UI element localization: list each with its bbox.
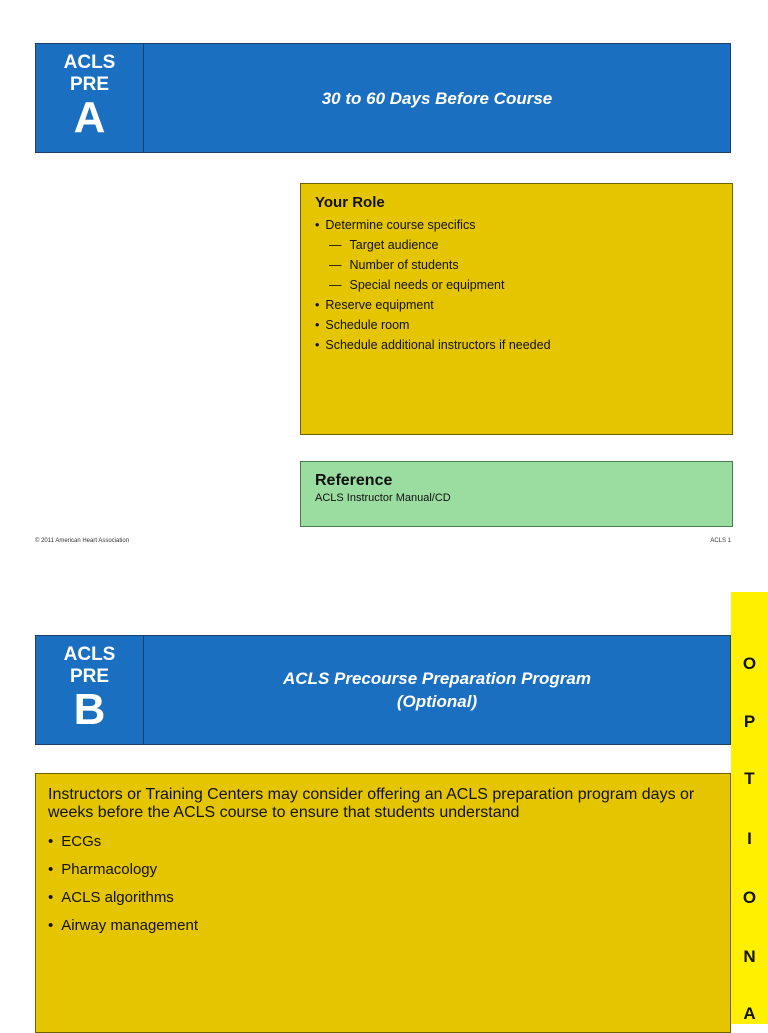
precourse-intro: Instructors or Training Centers may consider offering an ACLS preparation program days or weeks before the ACLS course to ensure that students understand bbox=[48, 786, 695, 821]
optional-letter: I bbox=[747, 829, 752, 848]
role-item: • Reserve equipment bbox=[315, 295, 718, 315]
slide-a-header bbox=[35, 43, 731, 153]
optional-letter: O bbox=[742, 888, 757, 907]
reference-heading: Reference bbox=[315, 472, 393, 489]
optional-strip bbox=[731, 592, 768, 1024]
optional-letter: A bbox=[743, 1004, 756, 1023]
precourse-item: • Pharmacology bbox=[48, 856, 718, 884]
role-subitem: — Special needs or equipment bbox=[315, 275, 718, 295]
reference-box bbox=[300, 461, 733, 527]
slide-b-title-line2: (Optional) bbox=[396, 692, 478, 711]
precourse-box bbox=[35, 773, 731, 1033]
role-item: • Schedule additional instructors if needed bbox=[315, 335, 718, 355]
precourse-list bbox=[48, 828, 718, 940]
slide-b-code bbox=[36, 636, 144, 744]
slide-b-code-line2: PRE bbox=[69, 666, 110, 687]
slide-b-code-letter: B bbox=[73, 685, 106, 734]
optional-letter: T bbox=[744, 769, 755, 788]
page-footer: ACLS 1 bbox=[710, 538, 731, 544]
your-role-box bbox=[300, 183, 733, 435]
your-role-list bbox=[315, 215, 718, 355]
role-subitem: — Number of students bbox=[315, 255, 718, 275]
reference-text: ACLS Instructor Manual/CD bbox=[315, 492, 451, 504]
precourse-item: • ACLS algorithms bbox=[48, 884, 718, 912]
slide-b-title-line1: ACLS Precourse Preparation Program bbox=[283, 669, 591, 688]
role-subitem: — Target audience bbox=[315, 235, 718, 255]
optional-letter: O bbox=[742, 654, 757, 673]
slide-b-code-line1: ACLS bbox=[63, 644, 116, 665]
copyright-footer: © 2011 American Heart Association bbox=[35, 538, 130, 544]
slide-a-title: 30 to 60 Days Before Course bbox=[321, 88, 553, 108]
slide-b-title bbox=[144, 636, 730, 744]
slide-a-code-line2: PRE bbox=[69, 74, 110, 95]
slide-a-code-letter: A bbox=[73, 93, 106, 142]
precourse-item: • Airway management bbox=[48, 912, 718, 940]
slide-a-code-line1: ACLS bbox=[63, 52, 116, 73]
precourse-item: • ECGs bbox=[48, 828, 718, 856]
role-item: • Determine course specifics bbox=[315, 215, 718, 235]
your-role-heading: Your Role bbox=[315, 194, 385, 211]
optional-letter: P bbox=[743, 712, 756, 731]
role-item: • Schedule room bbox=[315, 315, 718, 335]
slide-b-header bbox=[35, 635, 731, 745]
optional-letter: N bbox=[743, 947, 756, 966]
slide-a-code bbox=[36, 44, 144, 152]
